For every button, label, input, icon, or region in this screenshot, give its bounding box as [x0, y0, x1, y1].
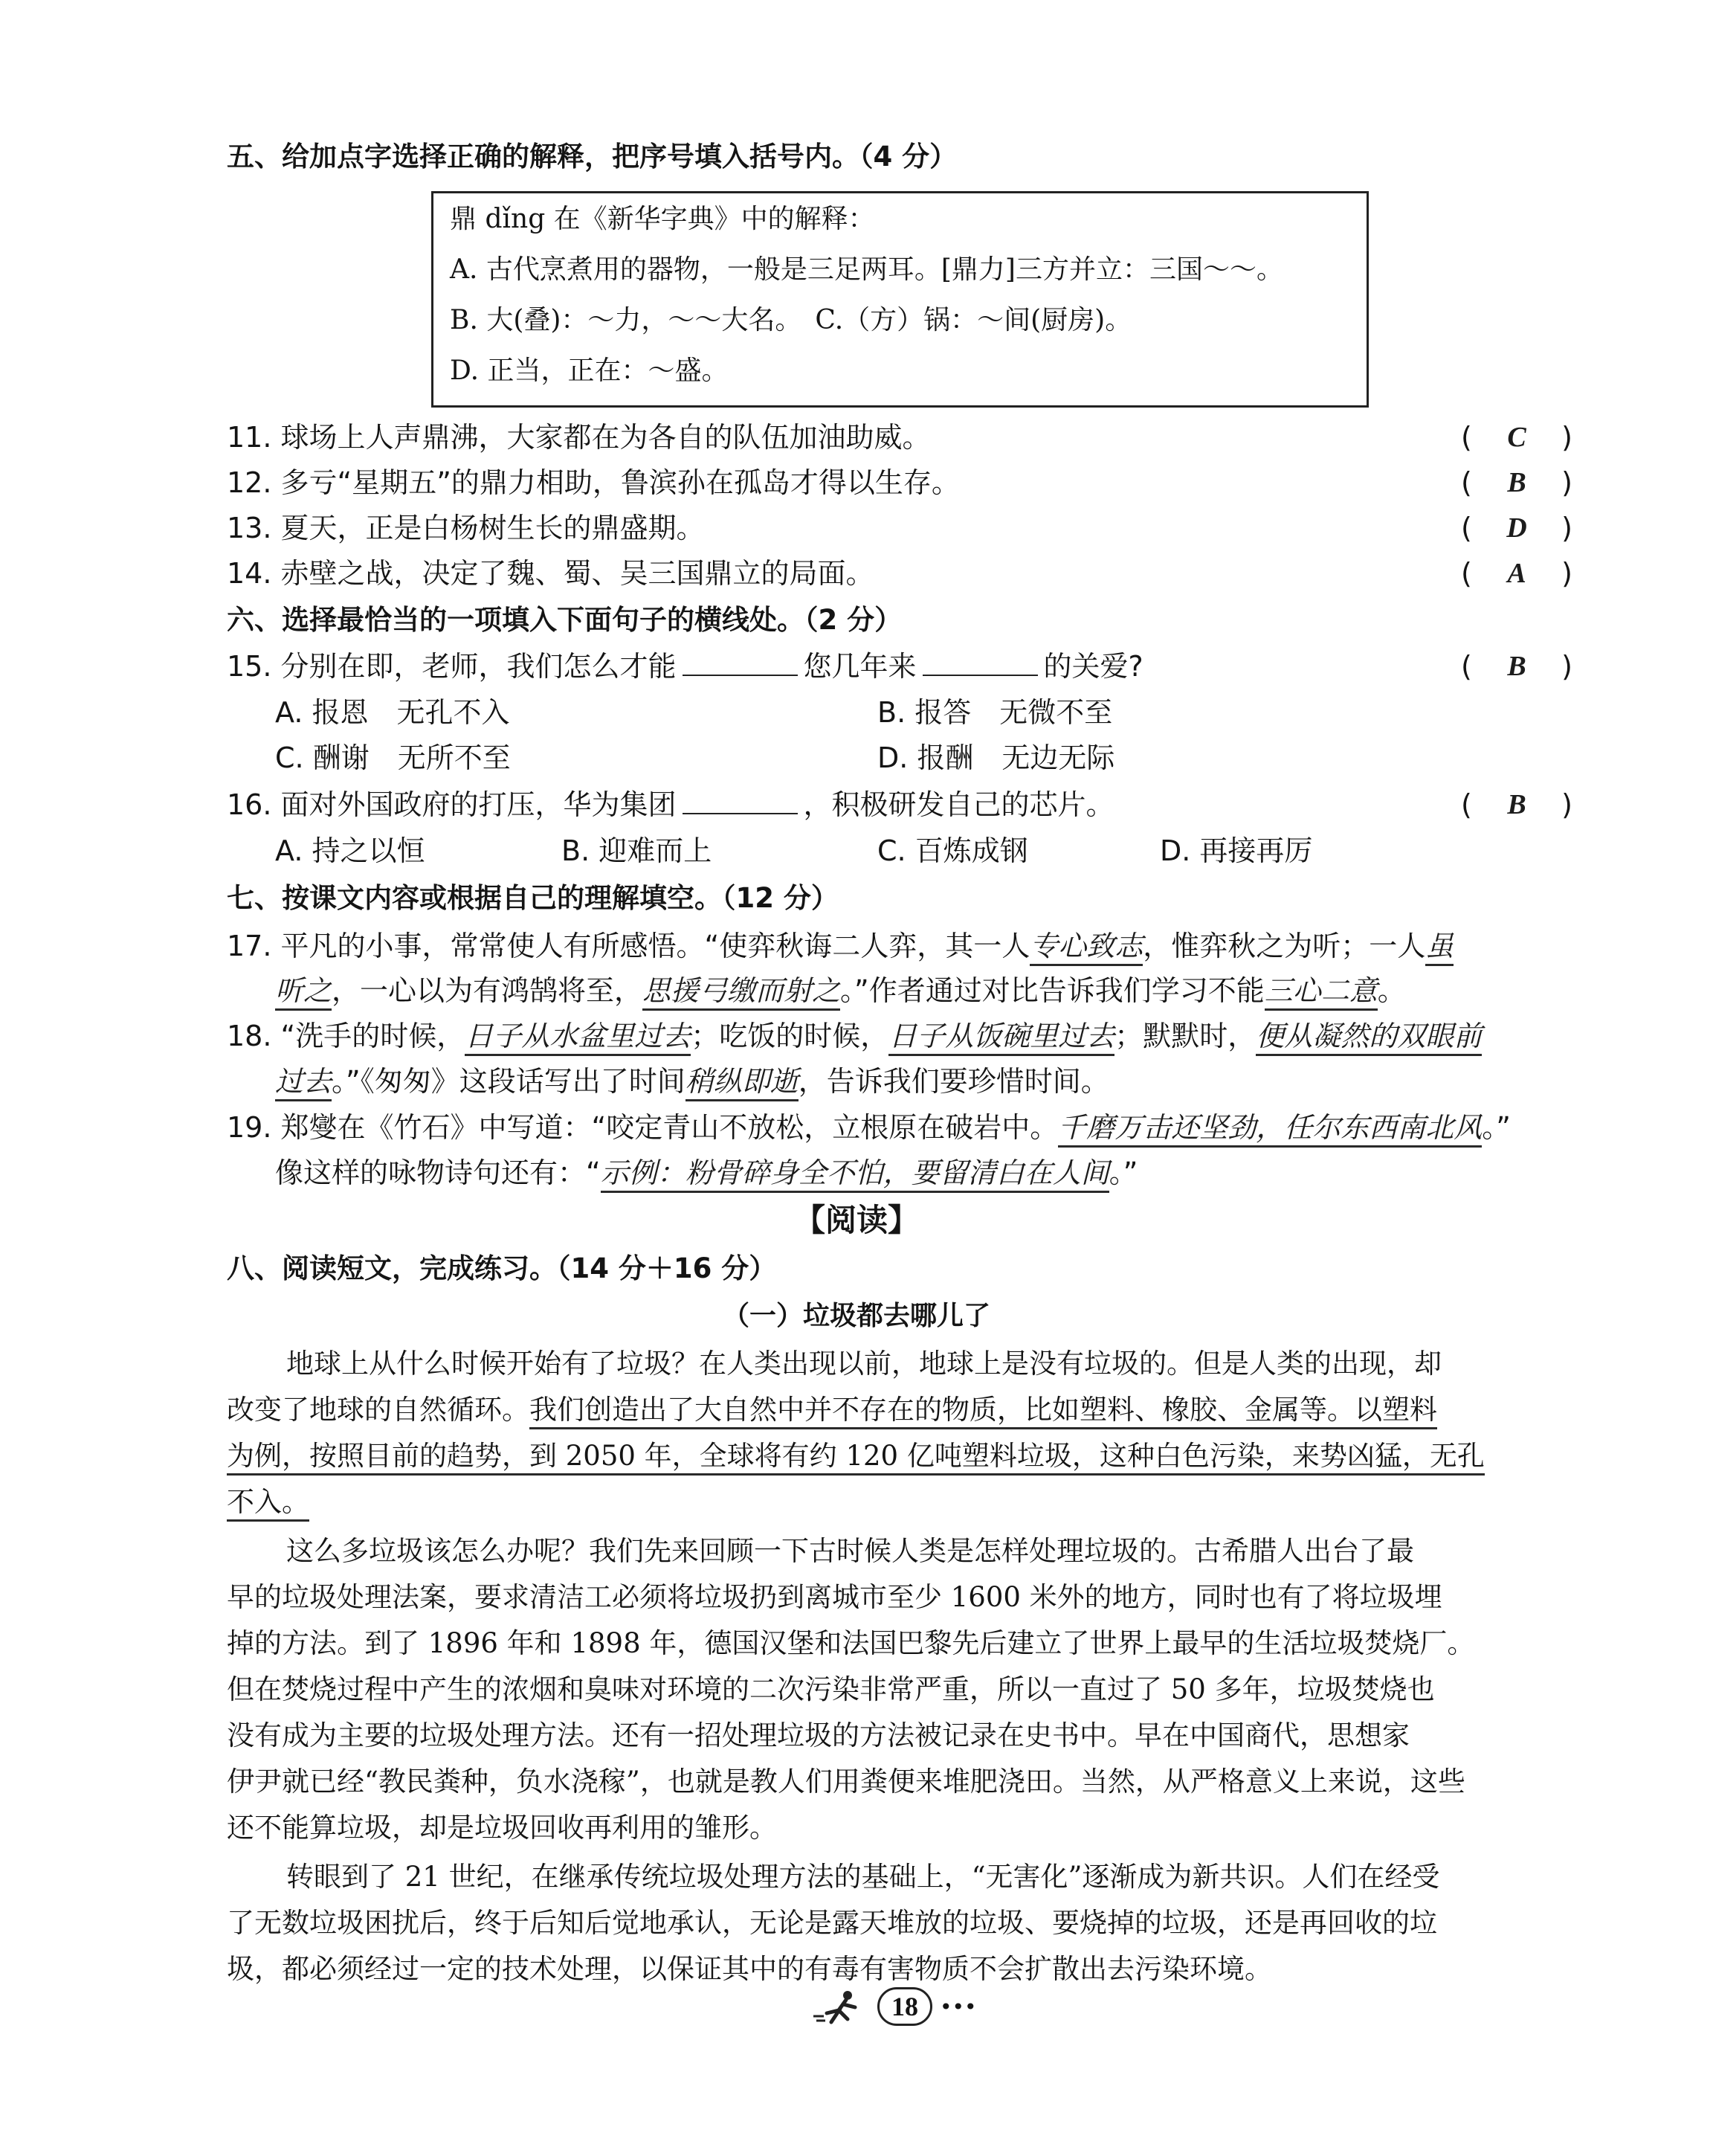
dict-meaning-bc: B. 大(叠)：～力，～～大名。 C.（方）锅：～间(厨房)。	[450, 305, 1132, 335]
dict-entry-title: 鼎 dǐng 在《新华字典》中的解释：	[450, 204, 875, 234]
question-17-line1: 17. 平凡的小事，常常使人有所感悟。“使弈秋诲二人弈，其一人专心致志，惟弈秋之为听；一人虽	[227, 927, 1454, 965]
option-16d: D. 再接再厉	[1160, 834, 1313, 867]
passage-p2-line3: 掉的方法。到了 1896 年和 1898 年，德国汉堡和法国巴黎先后建立了世界上最早的生活垃圾焚烧厂。	[227, 1627, 1475, 1659]
option-16b: B. 迎难而上	[561, 834, 712, 867]
question-19-line2: 像这样的咏物诗句还有：“示例：粉骨碎身全不怕，要留清白在人间。”	[275, 1153, 1138, 1192]
question-11: 11. 球场上人声鼎沸，大家都在为各自的队伍加油助威。	[227, 421, 931, 454]
passage-p2-line1: 这么多垃圾该怎么办呢？我们先来回顾一下古时候人类是怎样处理垃圾的。古希腊人出台了最	[286, 1535, 1414, 1567]
blank-15b	[923, 651, 1038, 676]
option-15b: B. 报答 无微不至	[877, 696, 1113, 729]
blank-16	[683, 789, 798, 814]
question-16: 16. 面对外国政府的打压，华为集团 ，积极研发自己的芯片。	[227, 788, 1114, 821]
answer-13: ( D )	[1461, 512, 1572, 544]
option-16c: C. 百炼成钢	[877, 834, 1028, 867]
section8-heading: 八、阅读短文，完成练习。（14 分＋16 分）	[227, 1252, 777, 1284]
dict-meaning-a: A. 古代烹煮用的器物，一般是三足两耳。[鼎力]三方并立：三国～～。	[450, 254, 1283, 285]
dictionary-box	[431, 191, 1369, 408]
passage-p3-line1: 转眼到了 21 世纪，在继承传统垃圾处理方法的基础上，“无害化”逐渐成为新共识。人们在经受	[286, 1861, 1440, 1893]
passage-p1-line3: 为例，按照目前的趋势，到 2050 年，全球将有约 120 亿吨塑料垃圾，这种白色污染，来势凶猛，无孔	[227, 1437, 1571, 1476]
question-19-line1: 19. 郑燮在《竹石》中写道：“咬定青山不放松，立根原在破岩中。千磨万击还坚劲，任尔东西南北风。”	[227, 1108, 1511, 1147]
answer-15: ( B )	[1461, 650, 1572, 683]
passage-p1-line1: 地球上从什么时候开始有了垃圾？在人类出现以前，地球上是没有垃圾的。但是人类的出现，却	[286, 1348, 1442, 1380]
answer-16: ( B )	[1461, 788, 1572, 821]
passage-p2-line2: 早的垃圾处理法案，要求清洁工必须将垃圾扔到离城市至少 1600 米外的地方，同时也有了将垃圾埋	[227, 1581, 1442, 1613]
runner-icon	[810, 1988, 870, 2025]
section5-heading: 五、给加点字选择正确的解释，把序号填入括号内。（4 分）	[227, 141, 958, 173]
question-15: 15. 分别在即，老师，我们怎么才能 您几年来 的关爱?	[227, 650, 1143, 683]
reading-title: 【阅读】	[793, 1202, 919, 1238]
passage-p2-line6: 伊尹就已经“教民粪种，负水浇稼”，也就是教人们用粪便来堆肥浇田。当然，从严格意义上来说，这些	[227, 1766, 1465, 1798]
passage-p2-line7: 还不能算垃圾，却是垃圾回收再利用的雏形。	[227, 1812, 777, 1844]
option-15c: C. 酬谢 无所不至	[275, 741, 511, 774]
passage-title: （一）垃圾都去哪儿了	[722, 1301, 990, 1331]
dict-meaning-d: D. 正当，正在：～盛。	[450, 355, 729, 386]
section6-heading: 六、选择最恰当的一项填入下面句子的横线处。（2 分）	[227, 604, 903, 636]
passage-p2-line4: 但在焚烧过程中产生的浓烟和臭味对环境的二次污染非常严重，所以一直过了 50 多年，垃圾焚烧也	[227, 1673, 1435, 1705]
section7-heading: 七、按课文内容或根据自己的理解填空。（12 分）	[227, 882, 839, 914]
question-17-line2: 听之，一心以为有鸿鹄将至，思援弓缴而射之。”作者通过对比告诉我们学习不能三心二意。	[275, 971, 1406, 1010]
option-15a: A. 报恩 无孔不入	[275, 696, 510, 729]
page-number-value: 18	[877, 1987, 932, 2026]
question-18-line2: 过去。”《匆匆》这段话写出了时间稍纵即逝，告诉我们要珍惜时间。	[275, 1062, 1109, 1101]
passage-p1-line2: 改变了地球的自然循环。我们创造出了大自然中并不存在的物质，比如塑料、橡胶、金属等。以塑料	[227, 1391, 1571, 1429]
page-number	[810, 1987, 977, 2026]
question-18-line1: 18. “洗手的时候，日子从水盆里过去；吃饭的时候，日子从饭碗里过去；默默时，便从凝然的双眼前	[227, 1017, 1482, 1055]
passage-p2-line5: 没有成为主要的垃圾处理方法。还有一招处理垃圾的方法被记录在史书中。早在中国商代，思想家	[227, 1719, 1410, 1751]
answer-12: ( B )	[1461, 466, 1572, 499]
question-13: 13. 夏天，正是白杨树生长的鼎盛期。	[227, 512, 705, 544]
page-dots: •••	[940, 1994, 977, 2019]
passage-p3-line3: 圾，都必须经过一定的技术处理，以保证其中的有毒有害物质不会扩散出去污染环境。	[227, 1953, 1272, 1985]
passage-p3-line2: 了无数垃圾困扰后，终于后知后觉地承认，无论是露天堆放的垃圾、要烧掉的垃圾，还是再回收的垃	[227, 1907, 1437, 1939]
answer-14: ( A )	[1461, 557, 1572, 590]
option-16a: A. 持之以恒	[275, 834, 425, 867]
passage-p1-line4: 不入。	[227, 1483, 1571, 1522]
question-12: 12. 多亏“星期五”的鼎力相助，鲁滨孙在孤岛才得以生存。	[227, 466, 960, 499]
question-14: 14. 赤壁之战，决定了魏、蜀、吴三国鼎立的局面。	[227, 557, 874, 590]
answer-11: ( C )	[1461, 421, 1572, 454]
blank-15a	[683, 651, 798, 676]
option-15d: D. 报酬 无边无际	[877, 741, 1115, 774]
